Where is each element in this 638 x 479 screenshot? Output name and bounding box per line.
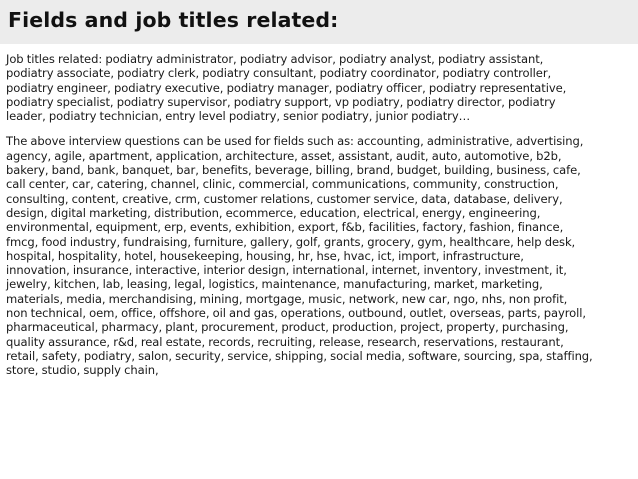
text-line: materials, media, merchandising, mining, mortgage, music, network, new car, ngo, nhs, non profit, bbox=[6, 291, 568, 306]
text-line: environmental, equipment, erp, events, exhibition, export, f&b, facilities, factory, fashion, finance, bbox=[6, 220, 564, 235]
text-line: retail, safety, podiatry, salon, security, service, shipping, social media, software, sourcing, spa, staffing, bbox=[6, 348, 593, 363]
text-line: quality assurance, r&d, real estate, records, recruiting, release, research, reservations, restaurant, bbox=[6, 334, 564, 349]
title-band bbox=[0, 0, 638, 44]
text-line: The above interview questions can be used for fields such as: accounting, administrative, advertising, bbox=[6, 134, 584, 149]
slide-body bbox=[6, 52, 632, 378]
slide-title: Fields and job titles related: bbox=[8, 8, 339, 32]
text-line: podiatry engineer, podiatry executive, podiatry manager, podiatry officer, podiatry representative, bbox=[6, 80, 567, 95]
text-line: agency, agile, apartment, application, architecture, asset, assistant, audit, auto, automotive, b2b, bbox=[6, 148, 562, 163]
text-line: Job titles related: podiatry administrator, podiatry advisor, podiatry analyst, podiatry assistant, bbox=[6, 52, 544, 66]
text-line: innovation, insurance, interactive, interior design, international, internet, inventory, investment, it, bbox=[6, 263, 567, 278]
text-line: podiatry associate, podiatry clerk, podiatry consultant, podiatry coordinator, podiatry controller, bbox=[6, 66, 552, 81]
text-line: consulting, content, creative, crm, customer relations, customer service, data, database, delivery, bbox=[6, 191, 563, 206]
text-line: fmcg, food industry, fundraising, furniture, gallery, golf, grants, grocery, gym, healthcare, help desk, bbox=[6, 234, 576, 249]
text-line: pharmaceutical, pharmacy, plant, procurement, product, production, project, property, purchasing, bbox=[6, 320, 569, 335]
text-line: leader, podiatry technician, entry level podiatry, senior podiatry, junior podiatry… bbox=[6, 109, 471, 124]
text-line: podiatry specialist, podiatry supervisor, podiatry support, vp podiatry, podiatry director, podiatry bbox=[6, 94, 556, 109]
text-line: non technical, oem, office, offshore, oil and gas, operations, outbound, outlet, overseas, parts, payroll, bbox=[6, 306, 587, 321]
text-line: store, studio, supply chain, bbox=[6, 363, 159, 378]
paragraph-spacer bbox=[6, 123, 632, 134]
text-line: jewelry, kitchen, lab, leasing, legal, logistics, maintenance, manufacturing, market, marketing, bbox=[6, 277, 543, 292]
text-line: design, digital marketing, distribution, ecommerce, education, electrical, energy, engineering, bbox=[6, 205, 541, 220]
job-titles-paragraph bbox=[6, 52, 632, 123]
text-line: hospital, hospitality, hotel, housekeeping, housing, hr, hse, hvac, ict, import, infrastructure, bbox=[6, 248, 524, 263]
text-line: call center, car, catering, channel, clinic, commercial, communications, community, construction, bbox=[6, 177, 559, 192]
fields-paragraph bbox=[6, 134, 632, 377]
text-line: bakery, band, bank, banquet, bar, benefits, beverage, billing, brand, budget, building, business, cafe, bbox=[6, 163, 581, 178]
